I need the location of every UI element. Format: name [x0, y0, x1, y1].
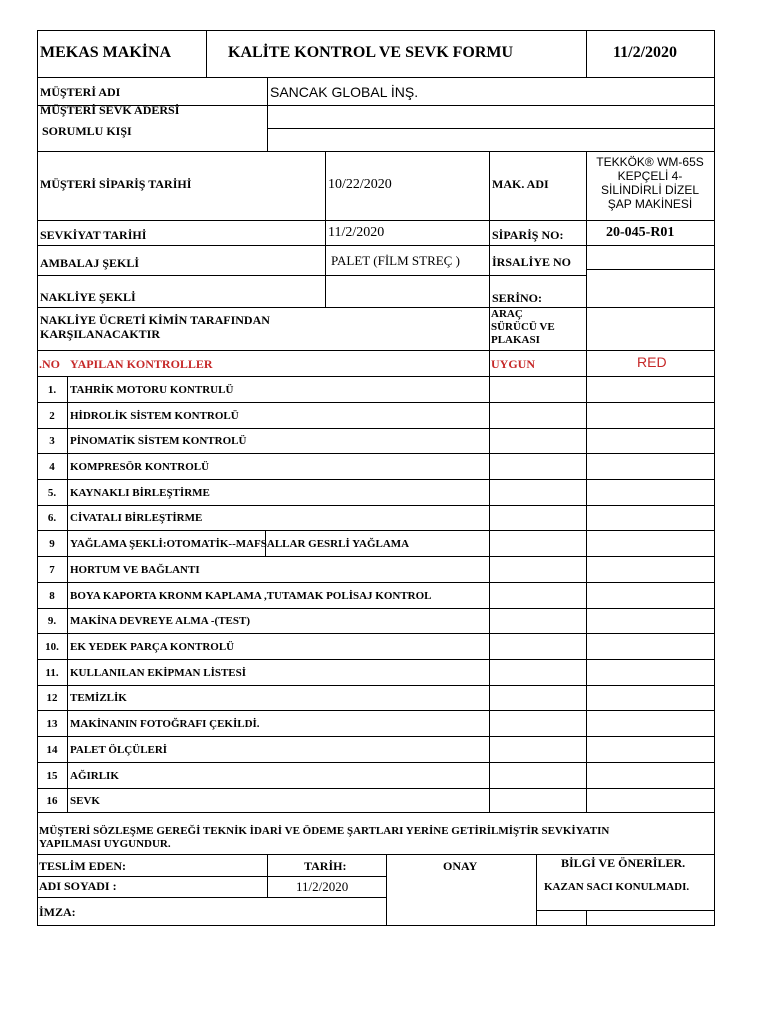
waybill-no-label: İRSALİYE NO [492, 255, 572, 269]
check-item-label: CİVATALI BİRLEŞTİRME [70, 512, 203, 524]
check-item-number: 5. [47, 487, 57, 499]
check-item-number: 4 [49, 461, 55, 473]
rule [267, 854, 268, 897]
rule [37, 685, 715, 686]
rule [37, 77, 715, 78]
form-title: KALİTE KONTROL VE SEVK FORMU [228, 44, 514, 61]
check-item-number: 3 [49, 435, 55, 447]
driver-plate-label-3: PLAKASI [491, 334, 540, 346]
note-text: KAZAN SACI KONULMADI. [544, 881, 690, 893]
rule [37, 376, 715, 377]
order-no-label: SİPARİŞ NO: [492, 228, 564, 242]
check-item-label: PALET ÖLÇÜLERİ [70, 744, 168, 756]
rule [37, 876, 386, 877]
machine-name-line: TEKKÖK® WM-65S [596, 155, 704, 169]
header-date: 11/2/2020 [613, 44, 678, 61]
check-item-label: KULLANILAN EKİPMAN LİSTESİ [70, 667, 247, 679]
rule [37, 608, 715, 609]
transport-type-label: NAKLİYE ŞEKLİ [40, 290, 136, 304]
rule [37, 812, 715, 813]
check-item-label: KOMPRESÖR KONTROLÜ [70, 461, 210, 473]
rule [586, 910, 587, 925]
rule [37, 30, 38, 925]
no-column-header: .NO [39, 357, 60, 371]
check-item-number: 1. [47, 384, 57, 396]
rule [37, 505, 715, 506]
driver-plate-label: ARAÇ [491, 308, 523, 320]
check-item-number: 6. [47, 512, 57, 524]
check-item-number: 10. [45, 641, 59, 653]
check-item-number: 16 [46, 795, 58, 807]
check-item-label: HİDROLİK SİSTEM KONTROLÜ [70, 410, 239, 422]
rule [37, 633, 715, 634]
rule [37, 659, 715, 660]
rule [267, 128, 715, 129]
check-item-number: 8 [49, 590, 55, 602]
rule [37, 402, 715, 403]
rule [37, 582, 715, 583]
conformity-statement: MÜŞTERİ SÖZLEŞME GEREĞİ TEKNİK İDARİ VE ÖDEME ŞARTLARI YERİNE GETİRİLMİŞTİR SEVKİYATIN [39, 825, 610, 837]
rule [536, 910, 715, 911]
ship-date-label: SEVKİYAT TARİHİ [40, 228, 147, 242]
order-date-label: MÜŞTERİ SİPARİŞ TARİHİ [40, 177, 192, 191]
machine-name-line: ŞAP MAKİNESİ [607, 197, 693, 211]
rule [37, 762, 715, 763]
check-item-label: BOYA KAPORTA KRONM KAPLAMA ,TUTAMAK POLİSAJ KONTROL [70, 590, 432, 602]
controls-column-header: YAPILAN KONTROLLER [70, 357, 213, 371]
rule [714, 30, 715, 925]
rule [37, 710, 715, 711]
rule [37, 897, 386, 898]
rule [37, 854, 715, 855]
rule [37, 925, 715, 926]
check-item-number: 14 [46, 744, 58, 756]
rule [67, 376, 68, 812]
footer-date-label: TARİH: [304, 859, 347, 873]
check-item-label: TEMİZLİK [70, 692, 127, 704]
delivered-by-label: TESLİM EDEN: [39, 859, 127, 873]
rule [386, 854, 387, 925]
check-item-number: 9. [47, 615, 57, 627]
rule [37, 350, 715, 351]
rule [37, 428, 715, 429]
signature-label: İMZA: [39, 905, 76, 919]
rule [206, 30, 207, 77]
rule [37, 530, 715, 531]
rule [37, 220, 715, 221]
rule [325, 151, 326, 307]
rule [489, 151, 490, 812]
company-name: MEKAS MAKİNA [40, 44, 172, 61]
rule [37, 307, 715, 308]
rule [37, 245, 715, 246]
rule [37, 151, 715, 152]
check-item-number: 9 [49, 538, 55, 550]
ship-date-value: 11/2/2020 [328, 225, 385, 240]
rule [37, 479, 715, 480]
check-item-label: HORTUM VE BAĞLANTI [70, 564, 200, 576]
order-no-value: 20-045-R01 [606, 225, 675, 240]
customer-name-label: MÜŞTERİ ADI [40, 85, 121, 99]
footer-date-value: 11/2/2020 [296, 879, 349, 894]
serial-no-label: SERİNO: [492, 291, 543, 305]
check-item-label: MAKİNANIN FOTOĞRAFI ÇEKİLDİ. [70, 718, 260, 730]
customer-name-value: SANCAK GLOBAL İNŞ. [270, 84, 419, 100]
rule [37, 556, 715, 557]
rule [267, 77, 268, 151]
check-item-label: EK YEDEK PARÇA KONTROLÜ [70, 641, 235, 653]
packaging-value: PALET (FİLM STREÇ ) [331, 253, 460, 268]
check-item-label: YAĞLAMA ŞEKLİ:OTOMATİK--MAFSALLAR GESRLİ YAĞLAMA [70, 538, 410, 550]
check-item-label: PİNOMATİK SİSTEM KONTROLÜ [70, 435, 247, 447]
order-date-value: 10/22/2020 [328, 177, 392, 192]
machine-name-value [586, 155, 714, 211]
check-item-number: 13 [46, 718, 58, 730]
machine-name-line: SİLİNDİRLİ DİZEL [600, 183, 700, 197]
customer-address-label: MÜŞTERİ SEVK ADERSİ [40, 103, 180, 117]
info-suggestions-label: BİLGİ VE ÖNERİLER. [561, 856, 686, 870]
rule [586, 30, 587, 77]
rule [37, 453, 715, 454]
machine-name-label: MAK. ADI [492, 177, 549, 191]
check-item-number: 15 [46, 770, 58, 782]
ok-column-header: UYGUN [491, 357, 535, 371]
freight-payer-label-2: KARŞILANACAKTIR [40, 327, 161, 341]
full-name-label: ADI SOYADI : [39, 879, 117, 893]
rule [37, 788, 715, 789]
check-item-label: SEVK [70, 795, 100, 807]
check-item-number: 2 [49, 410, 55, 422]
responsible-person-label: SORUMLU KIŞI [42, 124, 132, 138]
rule [586, 269, 715, 270]
check-item-number: 12 [46, 692, 58, 704]
rule [536, 854, 537, 925]
check-item-number: 7 [49, 564, 55, 576]
check-item-label: MAKİNA DEVREYE ALMA -(TEST) [70, 615, 250, 627]
rule [586, 151, 587, 812]
check-item-label: TAHRİK MOTORU KONTRULÜ [70, 384, 234, 396]
driver-plate-label-2: SÜRÜCÜ VE [491, 321, 555, 333]
rule [37, 30, 715, 31]
conformity-statement-2: YAPILMASI UYGUNDUR. [39, 838, 171, 850]
freight-payer-label: NAKLİYE ÜCRETİ KİMİN TARAFINDAN [40, 313, 270, 327]
check-item-label: AĞIRLIK [70, 770, 119, 782]
reject-column-header: RED [637, 354, 667, 370]
approval-label: ONAY [443, 859, 478, 873]
check-item-label: KAYNAKLI BİRLEŞTİRME [70, 487, 210, 499]
rule [37, 736, 715, 737]
check-item-number: 11. [45, 667, 59, 679]
machine-name-line: KEPÇELİ 4- [617, 169, 683, 183]
packaging-label: AMBALAJ ŞEKLİ [40, 256, 140, 270]
rule [37, 275, 586, 276]
